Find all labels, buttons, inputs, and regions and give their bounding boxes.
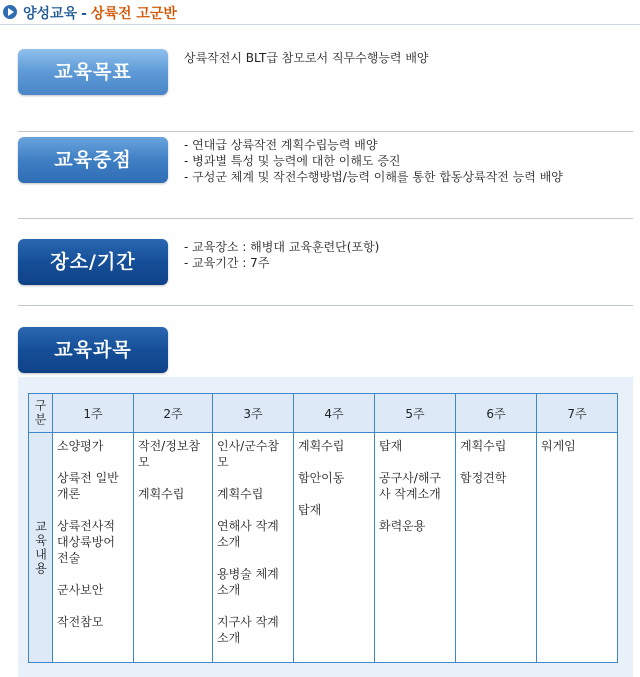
divider (18, 218, 633, 219)
course-item: 작전참모 (57, 615, 104, 629)
week-header: 5주 (375, 394, 456, 433)
week-header: 2주 (134, 394, 213, 433)
course-item: 화력운용 (379, 519, 426, 533)
text-line: - 교육장소 : 해병대 교육훈련단(포항) (184, 240, 380, 254)
course-item: 계획수립 (298, 439, 345, 453)
breadcrumb-separator: - (81, 6, 87, 22)
divider (18, 305, 633, 306)
course-table (28, 393, 618, 663)
course-item: 탑재 (298, 503, 322, 517)
week-cell-7 (537, 433, 618, 663)
course-item: 작전/정보참모 (138, 439, 201, 469)
course-item: 군사보안 (57, 583, 104, 597)
course-item: 워게임 (541, 439, 576, 453)
week-cell-5 (375, 433, 456, 663)
bullet-arrow-icon (3, 5, 17, 19)
text-line: - 교육기간 : 7주 (184, 256, 270, 270)
course-item: 계획수립 (138, 487, 185, 501)
row-header: 교육내용 (29, 433, 53, 663)
text-line: - 병과별 특성 및 능력에 대한 이해도 증진 (184, 154, 401, 168)
section-label-place-period: 장소/기간 (18, 239, 168, 285)
section-goal-text (184, 50, 429, 66)
course-item: 공구사/해구사 작계소개 (379, 471, 442, 501)
section-label-focus: 교육중점 (18, 137, 168, 183)
week-header: 4주 (294, 394, 375, 433)
page-header (0, 0, 640, 25)
course-item: 연해사 작계 소개 (217, 519, 279, 549)
course-item: 함안이동 (298, 471, 345, 485)
week-header: 6주 (456, 394, 537, 433)
week-cell-4 (294, 433, 375, 663)
week-header: 3주 (213, 394, 294, 433)
corner-header: 구분 (29, 394, 53, 433)
course-item: 상륙전 일반개론 (57, 471, 119, 501)
text-line: 상륙작전시 BLT급 참모로서 직무수행능력 배양 (184, 51, 429, 65)
section-place-period-text (184, 239, 379, 271)
course-item: 계획수립 (460, 439, 507, 453)
divider (18, 131, 633, 132)
text-line: - 연대급 상륙작전 계획수립능력 배양 (184, 138, 378, 152)
course-table-panel (18, 377, 633, 677)
breadcrumb (23, 3, 177, 23)
course-item: 함정견학 (460, 471, 507, 485)
section-label-goal: 교육목표 (18, 49, 168, 95)
course-item: 소양평가 (57, 439, 104, 453)
week-cell-3 (213, 433, 294, 663)
breadcrumb-base[interactable]: 양성교육 (23, 6, 78, 22)
week-cell-6 (456, 433, 537, 663)
course-item: 인사/군수참모 (217, 439, 280, 469)
course-item: 탑재 (379, 439, 403, 453)
course-item: 상륙전사적 대상륙방어 전술 (57, 519, 115, 565)
week-cell-2 (134, 433, 213, 663)
section-label-subjects: 교육과목 (18, 327, 168, 373)
week-cell-1 (53, 433, 134, 663)
breadcrumb-current: 상륙전 고군반 (90, 6, 177, 22)
course-item: 지구사 작계 소개 (217, 615, 279, 645)
table-header-row (29, 394, 618, 433)
section-focus-text (184, 137, 563, 185)
course-item: 용병술 체계 소개 (217, 567, 279, 597)
week-header: 7주 (537, 394, 618, 433)
course-item: 계획수립 (217, 487, 264, 501)
text-line: - 구성군 체계 및 작전수행방법/능력 이해를 통한 합동상륙작전 능력 배양 (184, 170, 563, 184)
week-header: 1주 (53, 394, 134, 433)
table-row (29, 433, 618, 663)
